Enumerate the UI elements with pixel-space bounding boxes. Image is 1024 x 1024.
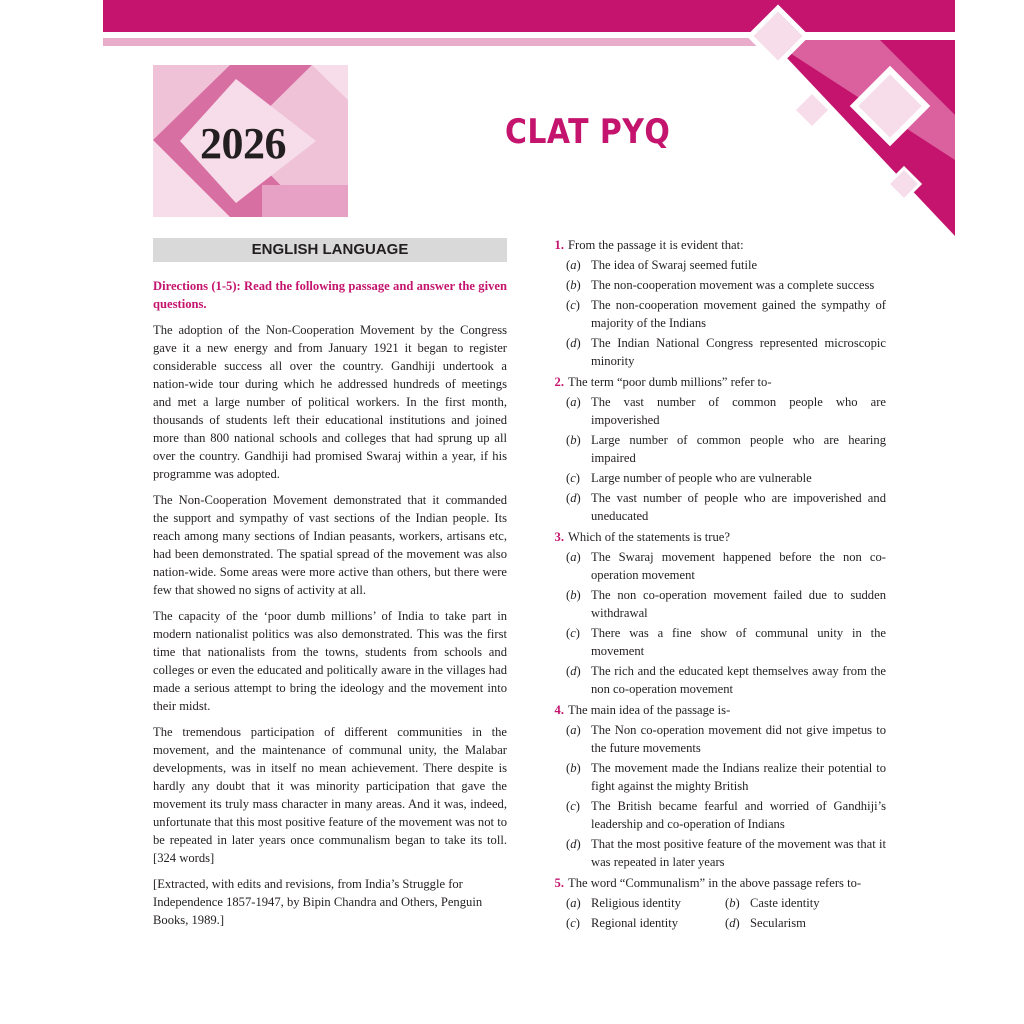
- option-label: (a): [566, 395, 581, 409]
- question: [546, 528, 886, 546]
- option-label: (c): [566, 799, 580, 813]
- answer-option: [546, 431, 886, 467]
- answer-option: [546, 276, 886, 294]
- option-label: (c): [566, 626, 580, 640]
- option-text: The Indian National Congress represented microscopic minority: [591, 336, 886, 368]
- answer-option: [725, 894, 820, 912]
- option-label: (d): [566, 491, 581, 505]
- answer-option: [546, 624, 886, 660]
- question-text: The main idea of the passage is-: [568, 703, 731, 717]
- section-heading: ENGLISH LANGUAGE: [153, 238, 507, 262]
- question: [546, 236, 886, 254]
- option-text: Religious identity: [591, 896, 681, 910]
- option-label: (b): [725, 896, 740, 910]
- passage-paragraph: The Non-Cooperation Movement demonstrated that it commanded the support and sympathy of vast sections of the Indian people. Its reach among many sections of Indian peasants, workers, artisans etc, had been demonstrated. The spatial spread of the movement was also nation-wide. Some areas were more active than others, but there were few that showed no signs of activity at all.: [153, 493, 507, 597]
- option-text: That the most positive feature of the movement was that it was repeated in later years: [591, 837, 886, 869]
- questions-column: [546, 236, 886, 934]
- option-text: The vast number of common people who are impoverished: [591, 395, 886, 427]
- question: [546, 373, 886, 391]
- answer-option: [546, 721, 886, 757]
- option-label: (c): [566, 471, 580, 485]
- answer-option: [546, 586, 886, 622]
- answer-option: [546, 334, 886, 370]
- option-label: (d): [566, 837, 581, 851]
- answer-option: [566, 914, 678, 932]
- question-number: 5.: [554, 876, 564, 890]
- option-row: [546, 894, 886, 914]
- question-text: Which of the statements is true?: [568, 530, 730, 544]
- option-label: (b): [566, 761, 581, 775]
- answer-option: [546, 489, 886, 525]
- answer-option: [546, 393, 886, 429]
- question-text: From the passage it is evident that:: [568, 238, 744, 252]
- option-label: (c): [566, 298, 580, 312]
- answer-option: [546, 548, 886, 584]
- question-text: The term “poor dumb millions” refer to-: [568, 375, 772, 389]
- option-text: The rich and the educated kept themselves away from the non co-operation movement: [591, 664, 886, 696]
- option-text: Regional identity: [591, 916, 679, 930]
- page-title: CLAT PYQ: [505, 112, 671, 152]
- option-label: (d): [725, 916, 740, 930]
- option-label: (b): [566, 433, 581, 447]
- answer-option: [725, 914, 806, 932]
- option-text: The idea of Swaraj seemed futile: [591, 258, 758, 272]
- option-text: There was a fine show of communal unity in the movement: [591, 626, 886, 658]
- answer-option: [546, 797, 886, 833]
- passage-paragraph: The capacity of the ‘poor dumb millions’ of India to take part in modern nationalist politics was also demonstrated. This was the first time that nationalists from the towns, students from schools and colleges or even the educated and politically aware in the villages had made a serious attempt to bring the ideology and the movement into their midst.: [153, 609, 507, 713]
- question-text: The word “Communalism” in the above passage refers to-: [568, 876, 862, 890]
- option-label: (c): [566, 916, 580, 930]
- option-row: [546, 914, 886, 934]
- option-label: (b): [566, 278, 581, 292]
- passage-column: [153, 277, 507, 937]
- passage-paragraph: The tremendous participation of different communities in the movement, and the maintenance of communal unity, the Malabar developments, was in itself no mean achievement. There despite is hardly any doubt that it was minority participation that gave the movement its truly mass character in many areas. And it was, indeed, unfortunate that this most positive feature of the movement was not to be repeated in later years once communalism began to take its toll. [324 words]: [153, 725, 507, 865]
- answer-option: [566, 894, 681, 912]
- year-label: 2026: [200, 119, 286, 168]
- answer-option: [546, 256, 886, 274]
- option-text: The vast number of people who are impoverished and uneducated: [591, 491, 886, 523]
- option-text: The non co-operation movement failed due to sudden withdrawal: [591, 588, 886, 620]
- option-text: Secularism: [750, 916, 806, 930]
- option-text: Caste identity: [750, 896, 820, 910]
- question-number: 3.: [554, 530, 564, 544]
- question: [546, 701, 886, 719]
- option-label: (a): [566, 258, 581, 272]
- option-text: The movement made the Indians realize their potential to fight against the mighty British: [591, 761, 886, 793]
- option-label: (a): [566, 896, 581, 910]
- option-label: (a): [566, 550, 581, 564]
- answer-option: [546, 662, 886, 698]
- answer-option: [546, 759, 886, 795]
- option-text: The non-cooperation movement was a complete success: [591, 278, 875, 292]
- question: [546, 874, 886, 892]
- option-text: Large number of people who are vulnerable: [591, 471, 812, 485]
- answer-option: [546, 835, 886, 871]
- option-label: (d): [566, 664, 581, 678]
- option-label: (a): [566, 723, 581, 737]
- option-text: The Non co-operation movement did not give impetus to the future movements: [591, 723, 886, 755]
- question-number: 4.: [554, 703, 564, 717]
- year-badge-corner: [262, 185, 348, 217]
- passage-paragraph: The adoption of the Non-Cooperation Movement by the Congress gave it a new energy and from January 1921 it began to register considerable success all over the country. Gandhiji undertook a nation-wide tour during which he addressed hundreds of meetings and met a large number of political workers. In the first month, thousands of students left their educational institutions and joined more than 800 national schools and colleges that had sprung up all over the country. Gandhiji had promised Swaraj within a year, if his programme was adopted.: [153, 323, 507, 481]
- option-text: The British became fearful and worried of Gandhiji’s leadership and co-operation of Indians: [591, 799, 886, 831]
- question-number: 1.: [554, 238, 564, 252]
- option-label: (b): [566, 588, 581, 602]
- option-label: (d): [566, 336, 581, 350]
- question-number: 2.: [554, 375, 564, 389]
- option-text: The non-cooperation movement gained the sympathy of majority of the Indians: [591, 298, 886, 330]
- option-text: The Swaraj movement happened before the non co-operation movement: [591, 550, 886, 582]
- passage-source: [Extracted, with edits and revisions, from India’s Struggle for Independence 1857-1947, by Bipin Chandra and Others, Penguin Books, 1989.]: [153, 877, 483, 927]
- directions-text: Directions (1-5): Read the following passage and answer the given questions.: [153, 279, 507, 311]
- answer-option: [546, 296, 886, 332]
- answer-option: [546, 469, 886, 487]
- option-text: Large number of common people who are hearing impaired: [591, 433, 886, 465]
